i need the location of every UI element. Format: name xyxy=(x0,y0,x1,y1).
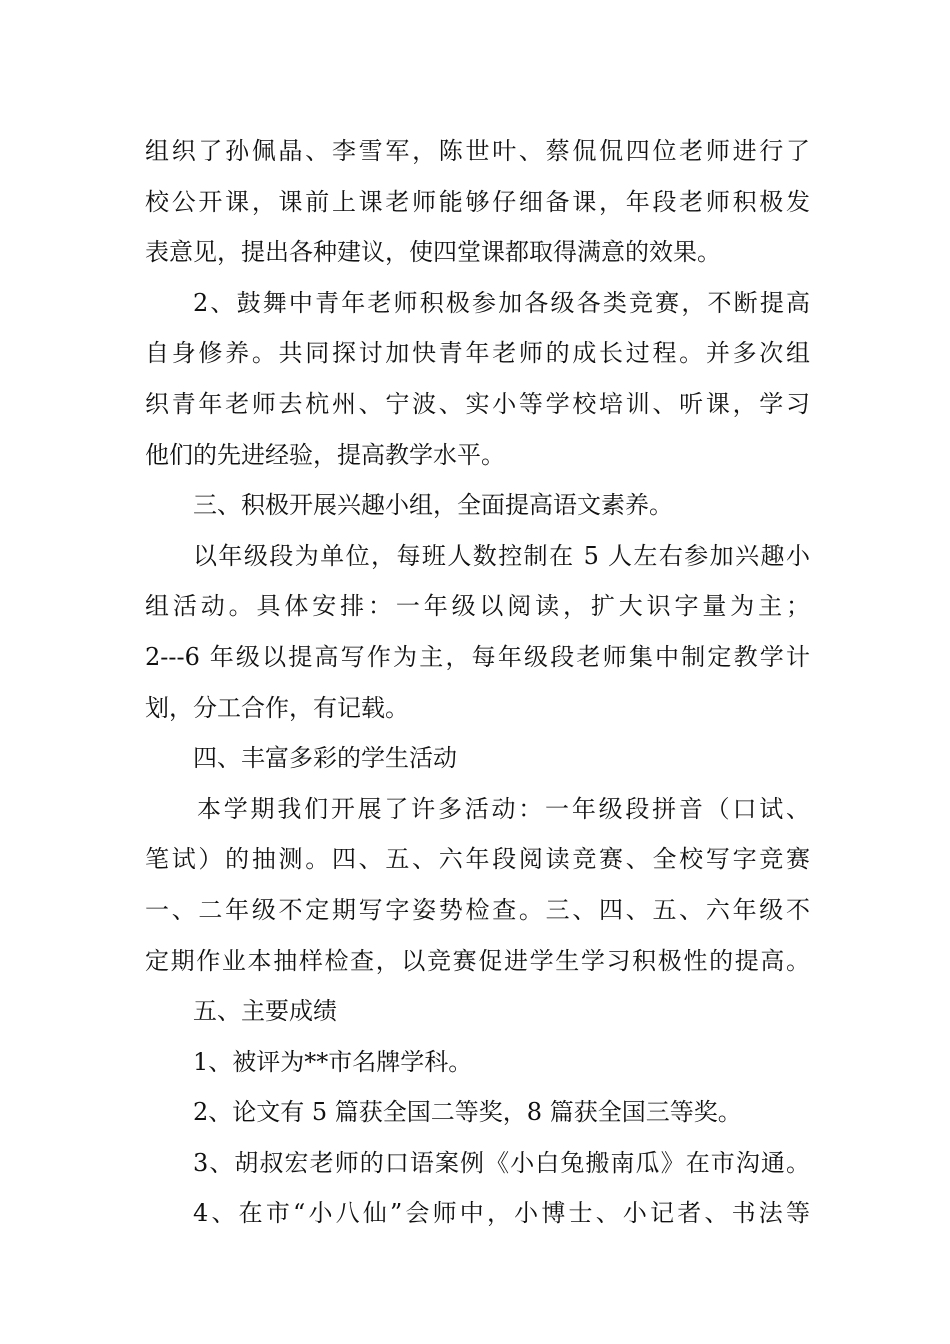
paragraph-line: 本学期我们开展了许多活动：一年级段拼音（口试、 xyxy=(197,794,810,823)
paragraph-line: 组活动。具体安排：一年级以阅读，扩大识字量为主； xyxy=(145,592,810,621)
paragraph-line: 定期作业本抽样检查，以竞赛促进学生学习积极性的提高。 xyxy=(145,946,810,975)
paragraph-line: 织青年老师去杭州、宁波、实小等学校培训、听课，学习 xyxy=(145,389,810,418)
document-body xyxy=(145,126,810,1239)
list-item: 2、论文有 5 篇获全国二等奖，8 篇获全国三等奖。 xyxy=(193,1098,742,1127)
paragraph-line: 自身修养。共同探讨加快青年老师的成长过程。并多次组 xyxy=(145,339,810,368)
paragraph-line: 组织了孙佩晶、李雪军，陈世叶、蔡侃侃四位老师进行了 xyxy=(145,137,810,165)
paragraph-line: 一、二年级不定期写字姿势检查。三、四、五、六年级不 xyxy=(145,895,810,924)
paragraph-line: 他们的先进经验，提高教学水平。 xyxy=(145,440,505,469)
list-item: 1、被评为**市名牌学科。 xyxy=(193,1047,473,1076)
paragraph-line: 2---6 年级以提高写作为主，每年级段老师集中制定教学计 xyxy=(145,642,810,671)
section-heading: 五、主要成绩 xyxy=(193,997,337,1026)
section-heading: 四、丰富多彩的学生活动 xyxy=(193,744,457,773)
list-item: 3、胡叔宏老师的口语案例《小白兔搬南瓜》在市沟通。 xyxy=(193,1148,810,1177)
paragraph-line: 笔试）的抽测。四、五、六年段阅读竞赛、全校写字竞赛 xyxy=(145,845,810,874)
paragraph-line: 以年级段为单位，每班人数控制在 5 人左右参加兴趣小 xyxy=(193,541,810,570)
paragraph-line: 2、鼓舞中青年老师积极参加各级各类竞赛，不断提高 xyxy=(193,288,810,317)
paragraph-line: 划，分工合作，有记载。 xyxy=(145,693,409,722)
list-item: 4、在市“小八仙”会师中，小博士、小记者、书法等 xyxy=(193,1199,810,1228)
paragraph-line: 表意见，提出各种建议，使四堂课都取得满意的效果。 xyxy=(145,238,721,267)
paragraph-line: 校公开课，课前上课老师能够仔细备课，年段老师积极发 xyxy=(145,187,810,216)
section-heading: 三、积极开展兴趣小组，全面提高语文素养。 xyxy=(193,491,673,520)
